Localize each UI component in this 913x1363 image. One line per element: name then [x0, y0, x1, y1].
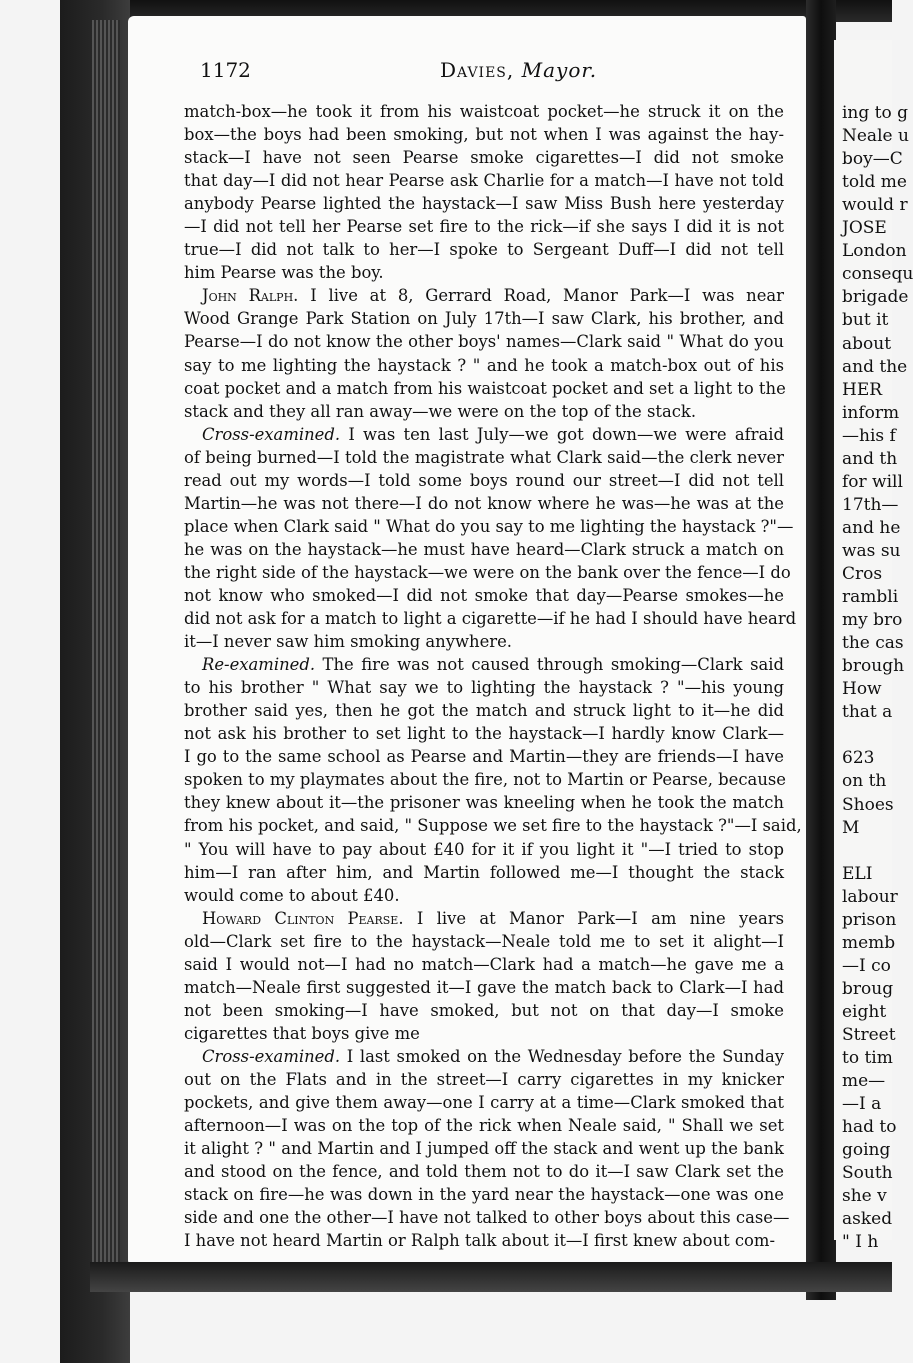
facing-page — [834, 40, 913, 1253]
text-line: stack on fire—he was down in the yard near the haystack—one was one — [184, 1185, 784, 1205]
facing-page-fragment: she v — [842, 1186, 887, 1207]
examination-label: Cross-examined. — [202, 424, 341, 444]
text-line: old—Clark set fire to the haystack—Neale told me to set it alight—I — [184, 931, 784, 951]
facing-page-fragment: Neale u — [842, 126, 909, 147]
text-line-content: The fire was not caused through smoking—Clark said — [322, 655, 784, 675]
paragraph — [184, 1045, 790, 1252]
text-line: of being burned—I told the magistrate what Clark said—the clerk never — [184, 447, 784, 467]
text-line: him—I ran after him, and Martin followed me—I thought the stack — [184, 862, 784, 882]
text-line: that day—I did not hear Pearse ask Charlie for a match—I have not told — [184, 171, 784, 191]
facing-page-fragment: 623 — [842, 748, 875, 769]
text-line — [184, 423, 784, 446]
facing-page-fragment: How — [842, 679, 882, 700]
facing-page-fragment: me— — [842, 1071, 886, 1092]
text-line: he was on the haystack—he must have heard—Clark struck a match on — [184, 539, 784, 559]
facing-page-fragment: and he — [842, 517, 901, 538]
text-line: afternoon—I was on the top of the rick when Neale said, " Shall we set — [184, 1116, 784, 1136]
facing-page-fragment: rambli — [842, 587, 899, 608]
examination-label: Re-examined. — [202, 655, 316, 675]
text-line: they knew about it—the prisoner was kneeling when he took the match — [184, 793, 784, 813]
facing-page-fragment: HER — [842, 379, 883, 400]
facing-page-fragment: ing to g — [842, 103, 909, 123]
paragraph — [184, 653, 802, 907]
book-gutter — [806, 0, 836, 1300]
text-line: and stood on the fence, and told them not to do it—I saw Clark set the — [184, 1162, 784, 1182]
facing-page-fragment: for will — [842, 471, 903, 492]
facing-page-fragment: " I h — [842, 1232, 879, 1253]
facing-page-fragment: boy—C — [842, 149, 903, 170]
text-line: say to me lighting the haystack ? " and he took a match-box out of his — [184, 355, 784, 375]
facing-page-fragment: labour — [842, 886, 898, 907]
facing-page-fragment: brigade — [842, 287, 909, 308]
text-line: not know who smoked—I did not smoke that day—Pearse smokes—he — [184, 585, 784, 605]
text-line: coat pocket and a match from his waistcoat pocket and set a light to the — [184, 378, 786, 398]
text-line: —I did not tell her Pearse set fire to the rick—if she says I did it is not — [184, 217, 784, 237]
text-line: cigarettes that boys give me — [184, 1023, 420, 1043]
text-line: said I would not—I had no match—Clark had a match—he gave me a — [184, 954, 784, 974]
facing-page-fragment: Shoes — [842, 794, 894, 815]
witness-name: John Ralph. — [202, 286, 299, 306]
facing-page-fragment: South — [842, 1163, 893, 1184]
facing-page-fragment: —I co — [842, 955, 891, 976]
text-line: did not ask for a match to light a cigarette—if he had I should have heard — [184, 609, 797, 629]
facing-page-fragment: memb — [842, 932, 896, 953]
facing-page-fragment: prison — [842, 909, 897, 930]
text-line: Pearse—I do not know the other boys' names—Clark said " What do you — [184, 332, 784, 352]
facing-page-fragment: —I a — [842, 1094, 882, 1115]
book-bottom-shadow — [90, 1262, 892, 1292]
facing-page-fragment: would r — [842, 195, 908, 216]
examination-label: Cross-examined. — [202, 1046, 341, 1066]
facing-page-fragment: and th — [842, 448, 898, 469]
facing-page-fragment: going — [842, 1140, 891, 1161]
facing-page-fragment: broug — [842, 978, 894, 999]
text-line: side and one the other—I have not talked to other boys about this case— — [184, 1208, 790, 1228]
facing-page-fragment: brough — [842, 656, 905, 677]
text-line: Martin—he was not there—I do not know where he was—he was at the — [184, 493, 784, 513]
facing-page-fragment: had to — [842, 1117, 897, 1138]
facing-page-fragment: my bro — [842, 610, 903, 631]
facing-page-fragment: but it — [842, 310, 889, 331]
facing-page-fragment: asked — [842, 1209, 893, 1230]
text-line: it—I never saw him smoking anywhere. — [184, 632, 513, 652]
text-line: from his pocket, and said, " Suppose we set fire to the haystack ?"—I said, — [184, 816, 802, 836]
text-line: place when Clark said " What do you say to me lighting the haystack ?"— — [184, 516, 794, 536]
text-line: stack—I have not seen Pearse smoke cigarettes—I did not smoke — [184, 148, 784, 168]
witness-name: Howard Clinton Pearse. — [202, 908, 404, 928]
text-line: spoken to my playmates about the fire, not to Martin or Pearse, because — [184, 770, 786, 790]
facing-page-fragment: about — [842, 333, 892, 354]
paragraph — [184, 423, 797, 653]
text-line: box—the boys had been smoking, but not when I was against the hay- — [184, 125, 784, 145]
running-head-name: Davies, — [440, 58, 515, 82]
text-line: would come to about £40. — [184, 885, 400, 905]
text-line — [184, 284, 784, 307]
facing-page-fragment: consequ — [842, 264, 913, 285]
facing-page-fragment: ELI — [842, 863, 873, 884]
text-line: Wood Grange Park Station on July 17th—I saw Clark, his brother, and — [184, 309, 784, 329]
text-line: him Pearse was the boy. — [184, 263, 384, 283]
facing-page-fragment: was su — [842, 540, 901, 561]
text-line: " You will have to pay about £40 for it if you light it "—I tried to stop — [184, 839, 784, 859]
text-line: I have not heard Martin or Ralph talk about it—I first knew about com- — [184, 1231, 776, 1251]
page-header — [200, 58, 600, 88]
paragraph — [184, 907, 790, 1045]
page-body — [184, 100, 802, 1252]
facing-page-fragment: the cas — [842, 633, 904, 654]
text-line-content: I last smoked on the Wednesday before the Sunday — [346, 1046, 784, 1066]
page-number: 1172 — [200, 58, 251, 82]
text-line — [184, 653, 784, 676]
paragraph — [184, 100, 790, 284]
facing-page-fragment: 17th— — [842, 494, 899, 515]
facing-page-fragment: that a — [842, 702, 893, 723]
facing-page-fragment: JOSE — [842, 218, 887, 239]
facing-page-fragment: told me — [842, 172, 907, 193]
facing-page-fragment: to tim — [842, 1048, 893, 1069]
facing-page-fragment: Cros — [842, 564, 883, 584]
text-line-content: I live at 8, Gerrard Road, Manor Park—I was near — [310, 286, 785, 306]
text-line: out on the Flats and in the street—I carry cigarettes in my knicker — [184, 1069, 784, 1089]
text-line: anybody Pearse lighted the haystack—I saw Miss Bush here yesterday — [184, 194, 784, 214]
text-line: not ask his brother to set light to the haystack—I hardly know Clark— — [184, 724, 784, 744]
text-line-content: I live at Manor Park—I am nine years — [416, 908, 784, 928]
text-line: match-box—he took it from his waistcoat pocket—he struck it on the — [184, 102, 784, 121]
text-line — [184, 907, 784, 930]
facing-page-fragment: eight — [842, 1001, 887, 1022]
facing-page-fragment: London — [842, 241, 907, 262]
facing-page-fragment: and the — [842, 356, 908, 377]
text-line: I go to the same school as Pearse and Martin—they are friends—I have — [184, 747, 784, 767]
text-line: the right side of the haystack—we were on the bank over the fence—I do — [184, 562, 791, 582]
text-line: pockets, and give them away—one I carry at a time—Clark smoked that — [184, 1093, 784, 1113]
text-line — [184, 1045, 784, 1068]
facing-page-fragment: M — [842, 817, 860, 838]
text-line: not been smoking—I have smoked, but not on that day—I smoke — [184, 1000, 784, 1020]
text-line: match—Neale first suggested it—I gave the match back to Clark—I had — [184, 977, 784, 997]
page-edges — [92, 20, 120, 1270]
facing-page-fragment: —his f — [842, 425, 896, 446]
text-line-content: I was ten last July—we got down—we were afraid — [348, 424, 784, 444]
text-line: to his brother " What say we to lighting the haystack ? "—his young — [184, 678, 784, 698]
text-line: brother said yes, then he got the match and struck light to it—he did — [184, 701, 784, 721]
running-head-title: Mayor. — [521, 58, 598, 82]
facing-page-fragment: Street — [842, 1025, 896, 1045]
facing-page-fragment: inform — [842, 402, 900, 423]
text-line: true—I did not talk to her—I spoke to Sergeant Duff—I did not tell — [184, 240, 784, 260]
facing-page-fragment: on th — [842, 771, 887, 792]
text-line: read out my words—I told some boys round our street—I did not tell — [184, 470, 784, 490]
text-line: it alight ? " and Martin and I jumped off the stack and went up the bank — [184, 1139, 784, 1159]
paragraph — [184, 284, 790, 422]
running-head — [440, 58, 597, 82]
text-line: stack and they all ran away—we were on the top of the stack. — [184, 401, 697, 421]
